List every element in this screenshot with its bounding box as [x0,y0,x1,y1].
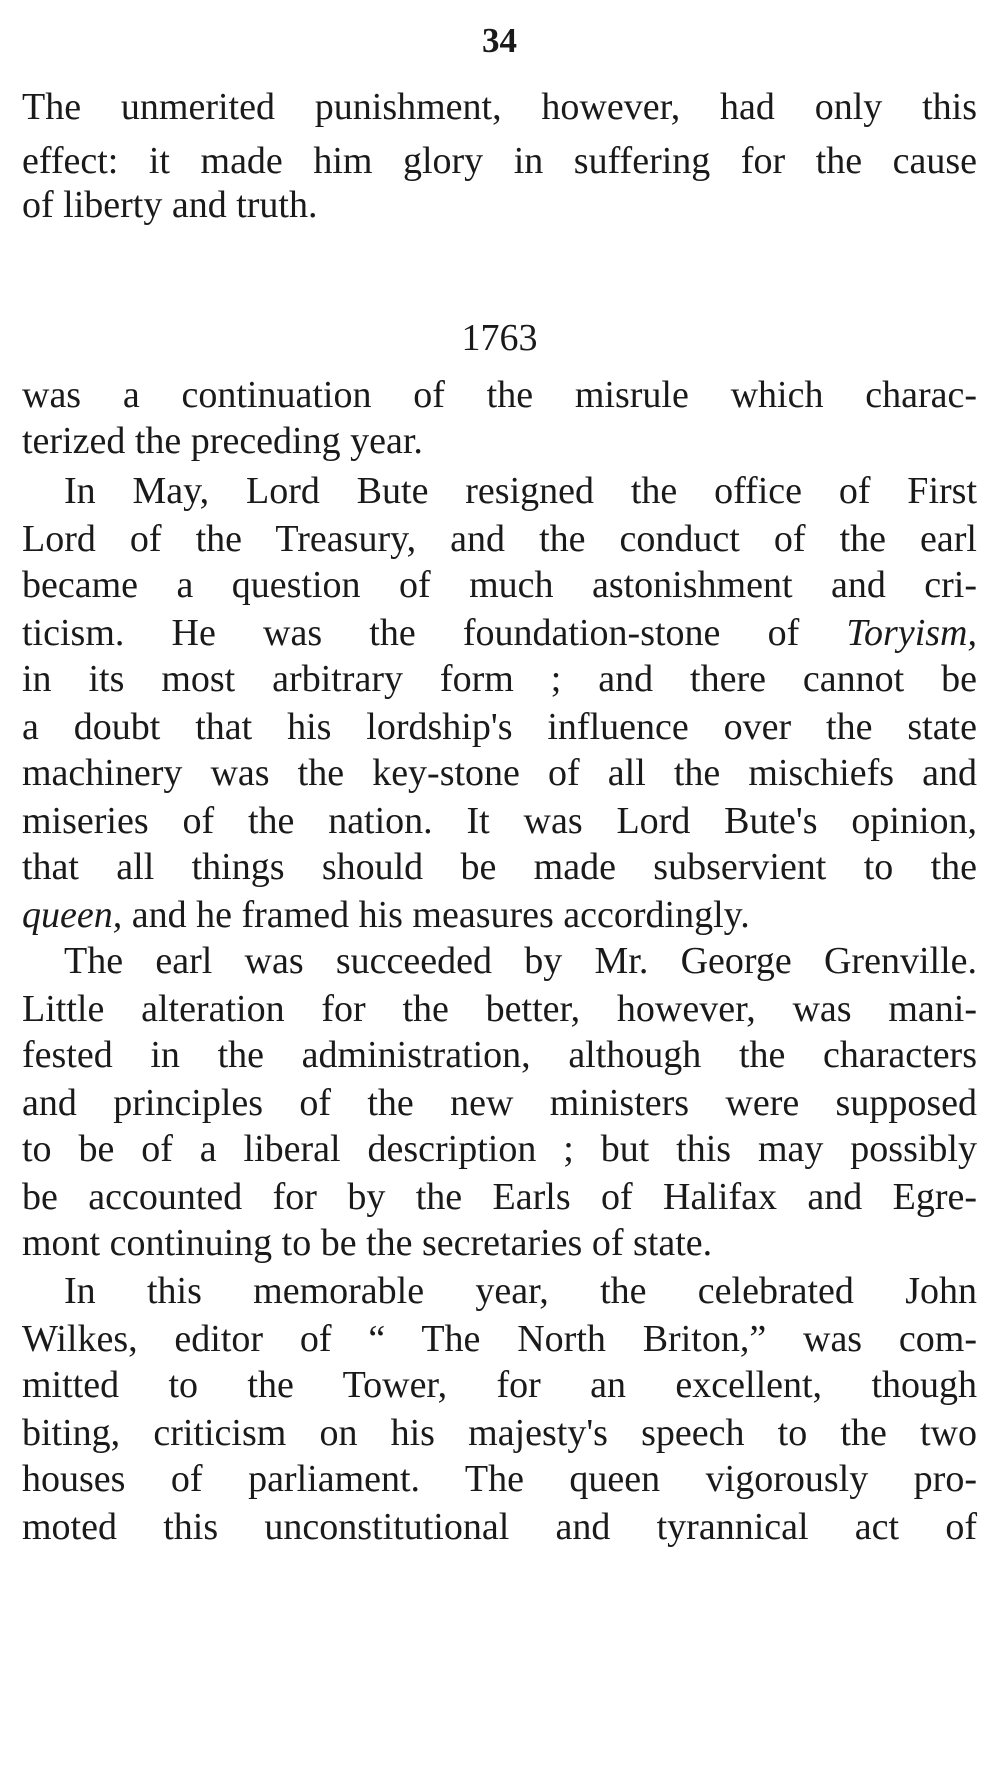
text-line: miseries of the nation. It was Lord Bute's opinion, [22,800,977,842]
text-line: In this memorable year, the celebrated John [64,1270,977,1312]
text-line: In May, Lord Bute resigned the office of First [64,470,977,512]
text-line: of liberty and truth. [22,184,318,226]
text-line: effect: it made him glory in suffering for the cause [22,140,977,182]
text-line: mitted to the Tower, for an excellent, though [22,1364,977,1406]
emphasis-queen: queen, [22,894,123,936]
book-page [22,0,977,1786]
text-line: a doubt that his lordship's influence over the state [22,706,977,748]
year-heading: 1763 [461,317,538,359]
emphasis-toryism: Toryism, [846,612,977,654]
text-line: fested in the administration, although the characters [22,1034,977,1076]
text-line: and principles of the new ministers were supposed [22,1082,977,1124]
text-line: in its most arbitrary form ; and there cannot be [22,658,977,700]
text-line: biting, criticism on his majesty's speech to the two [22,1412,977,1454]
text-line: terized the preceding year. [22,420,423,462]
text-line: machinery was the key-stone of all the mischiefs and [22,752,977,794]
text-line: The unmerited punishment, however, had only this [22,86,977,128]
text-segment: and he framed his measures accordingly. [131,894,750,936]
text-line: The earl was succeeded by Mr. George Grenville. [64,940,977,982]
text-line: to be of a liberal description ; but this may possibly [22,1128,977,1170]
text-line: moted this unconstitutional and tyrannical act of [22,1506,977,1548]
text-line: be accounted for by the Earls of Halifax and Egre- [22,1176,977,1218]
text-line: Lord of the Treasury, and the conduct of the earl [22,518,977,560]
text-line: became a question of much astonishment and cri- [22,564,977,606]
text-line: Wilkes, editor of “ The North Briton,” was com- [22,1318,977,1360]
text-line: Little alteration for the better, however, was mani- [22,988,977,1030]
text-segment: ticism. He was the foundation-stone of [22,612,800,654]
text-line: mont continuing to be the secretaries of state. [22,1222,713,1264]
page-number: 34 [482,21,517,60]
text-line: that all things should be made subservient to the [22,846,977,888]
text-line: was a continuation of the misrule which charac- [22,374,977,416]
text-line: houses of parliament. The queen vigorously pro- [22,1458,977,1500]
